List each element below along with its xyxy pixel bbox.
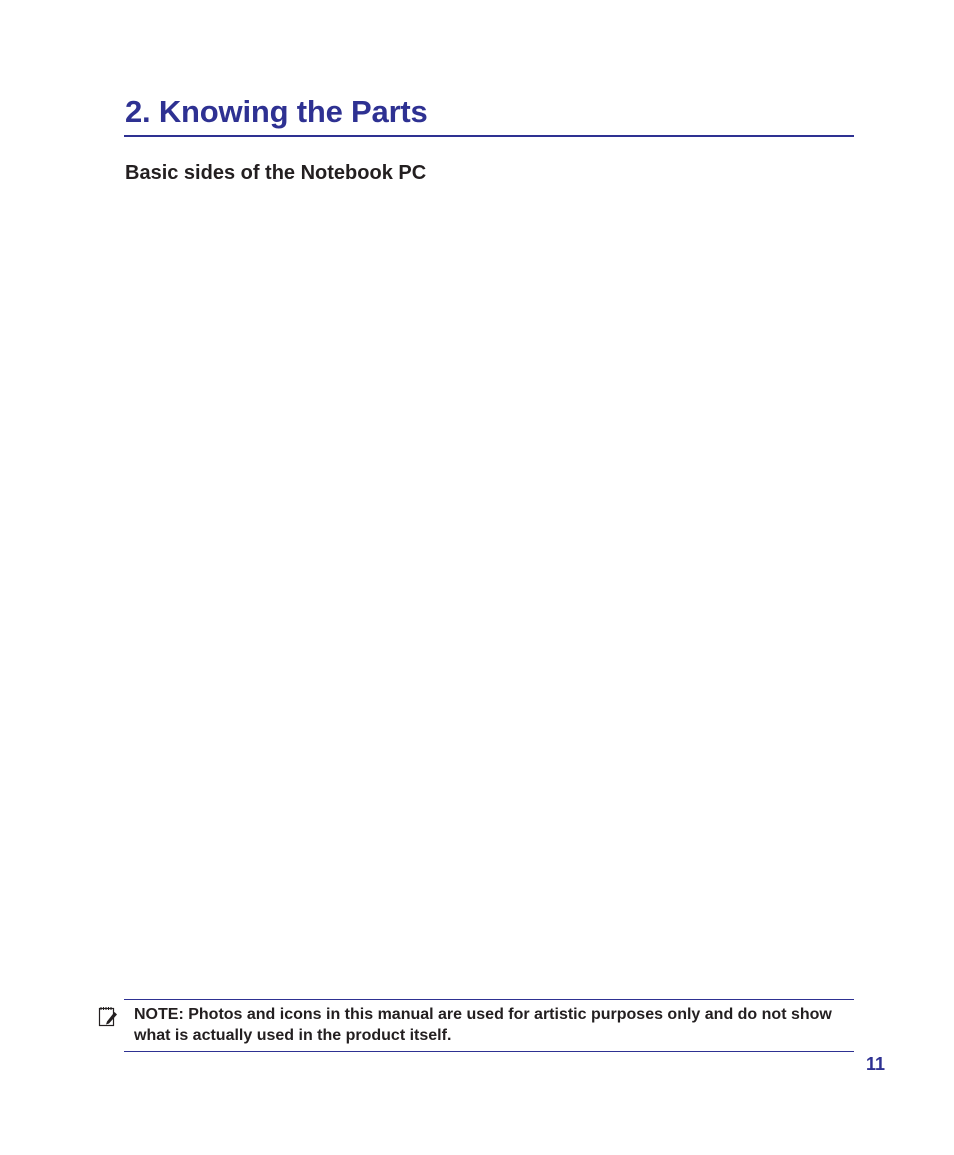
note-bottom-divider xyxy=(124,1051,854,1052)
title-divider xyxy=(124,135,854,137)
page-number: 11 xyxy=(866,1054,886,1074)
chapter-title: 2. Knowing the Parts xyxy=(125,94,428,129)
note-text: NOTE: Photos and icons in this manual are used for artistic purposes only and do not show what is actually used in the product itself. xyxy=(134,1006,832,1044)
note-pencil-icon xyxy=(98,1005,118,1027)
section-heading: Basic sides of the Notebook PC xyxy=(125,162,427,184)
note-top-divider xyxy=(124,999,854,1000)
